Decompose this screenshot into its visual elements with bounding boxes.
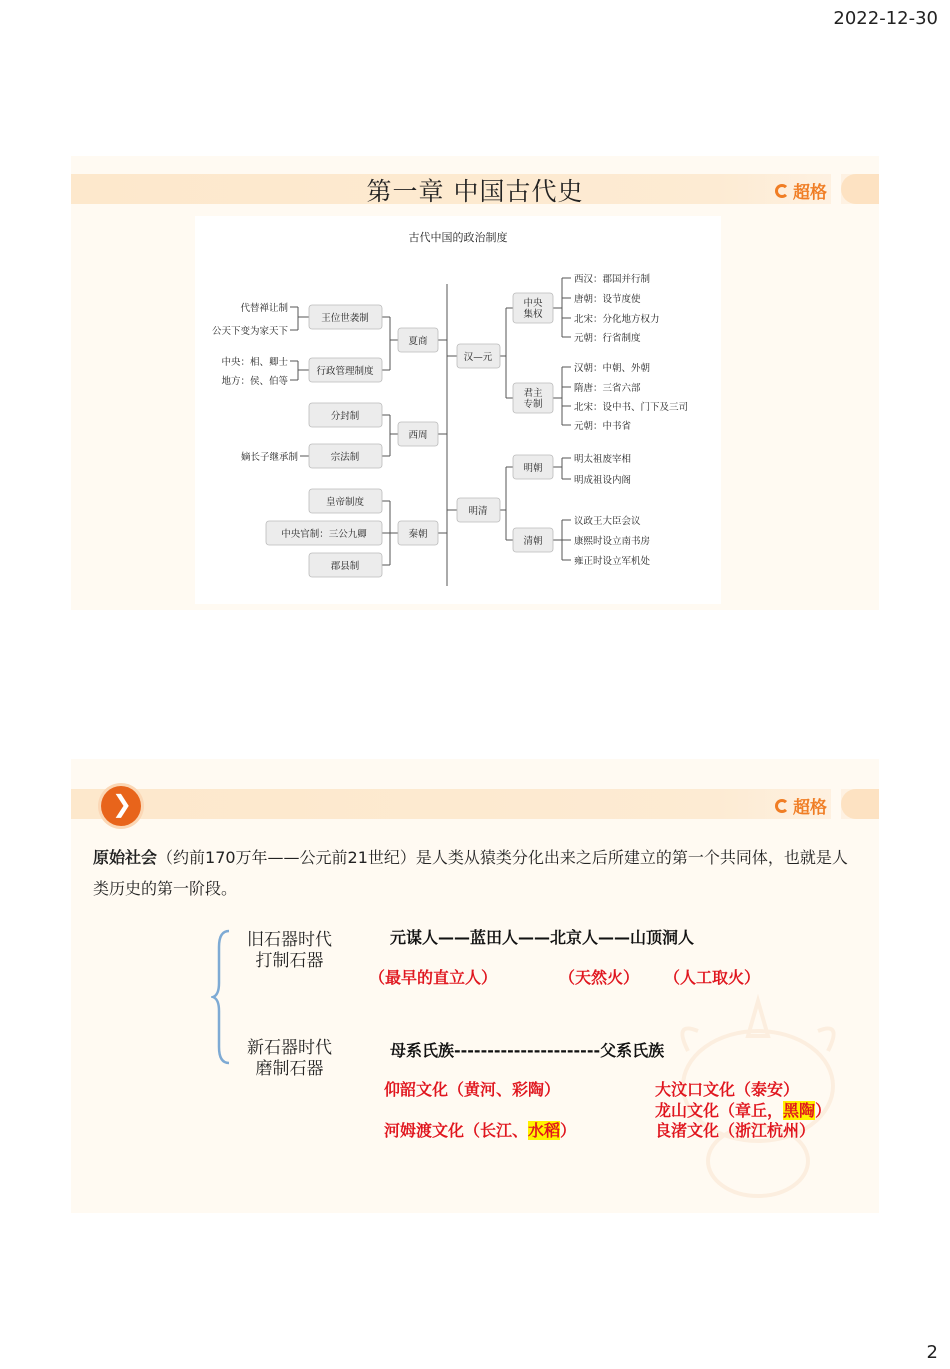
node-zongfa: 宗法制	[330, 452, 360, 463]
note-natural-fire: （天然火）	[559, 968, 640, 987]
chapter-title: 第一章 中国古代史	[366, 177, 584, 206]
slide-political-systems	[71, 156, 879, 610]
node-xingzheng: 行政管理制度	[316, 366, 374, 377]
node-junxian: 郡县制	[330, 561, 360, 572]
chevron-right-icon: ❯	[101, 786, 141, 826]
node-huangdi: 皇帝制度	[325, 497, 365, 508]
political-system-diagram	[195, 216, 721, 604]
note-artificial-fire: （人工取火）	[664, 968, 761, 987]
page-number: 2	[926, 1342, 938, 1363]
slide-primitive-society	[71, 759, 879, 1213]
curly-brace-icon	[211, 927, 233, 1067]
junzhu-item: 隋唐：三省六部	[574, 383, 641, 394]
qing-item: 雍正时设立军机处	[574, 556, 651, 567]
zhongyang-item: 元朝：行省制度	[574, 333, 641, 344]
zhongyang-item: 唐朝：设节度使	[574, 294, 641, 305]
print-date: 2022-12-30	[833, 8, 938, 29]
intro-term: 原始社会	[93, 848, 158, 867]
brand-logo-icon	[775, 799, 789, 813]
diagram-svg	[195, 216, 721, 604]
junzhu-item: 北宋：设中书、门下及三司	[574, 402, 689, 413]
neolithic-label: 新石器时代 磨制石器	[247, 1038, 332, 1079]
node-junzhuzhuanzhi-l2: 专制	[523, 399, 543, 410]
intro-paragraph	[93, 842, 863, 904]
longshan-culture: 龙山文化（章丘，黑陶）	[655, 1101, 832, 1120]
highlight-black-pottery: 黑陶	[783, 1101, 816, 1120]
intro-text: （约前170万年——公元前21世纪）是人类从猿类分化出来之后所建立的第一个共同体，也就是人类历史的第一阶段。	[93, 848, 848, 898]
node-ming: 明朝	[523, 463, 543, 474]
note-earliest-upright: （最早的直立人）	[369, 968, 498, 987]
node-zhongyangjiquan-l1: 中央	[523, 298, 543, 309]
diagram-title: 古代中国的政治制度	[408, 231, 508, 244]
brand-logo	[775, 793, 827, 818]
liangzhu-culture: 良渚文化（浙江杭州）	[655, 1121, 816, 1140]
detail-dizhangzi: 嫡长子继承制	[240, 452, 298, 463]
clan-sequence: 母系氏族----------------------父系氏族	[390, 1041, 665, 1060]
detail-jiatianxia: 公天下变为家天下	[211, 326, 288, 337]
yangshao-culture: 仰韶文化（黄河、彩陶）	[384, 1080, 561, 1099]
node-xiashang: 夏商	[408, 336, 428, 347]
section-banner	[71, 789, 879, 819]
detail-difang: 地方：侯、伯等	[221, 376, 288, 387]
qing-item: 康熙时设立南书房	[574, 536, 651, 547]
qing-item: 议政王大臣会议	[574, 516, 641, 527]
detail-shanrang: 代替禅让制	[240, 303, 288, 314]
node-fenfeng: 分封制	[330, 411, 360, 422]
junzhu-item: 汉朝：中朝、外朝	[574, 363, 651, 374]
detail-zhongyang: 中央：相、卿士	[221, 357, 288, 368]
hemudu-culture: 河姆渡文化（长江、水稻）	[384, 1121, 577, 1140]
dawenkou-culture: 大汶口文化（泰安）	[655, 1080, 800, 1099]
zhongyang-item: 西汉：郡国并行制	[574, 274, 651, 285]
ming-item: 明成祖设内阁	[574, 475, 632, 486]
paleolithic-sequence: 元谋人——蓝田人——北京人——山顶洞人	[390, 928, 695, 947]
node-hanyuan: 汉—元	[463, 352, 493, 363]
highlight-rice: 水稻	[528, 1121, 561, 1140]
node-xizhou: 西周	[408, 430, 428, 441]
node-wangwei: 王位世袭制	[321, 313, 369, 324]
junzhu-item: 元朝：中书省	[574, 421, 632, 432]
node-junzhuzhuanzhi-l1: 君主	[523, 388, 543, 399]
node-mingqing: 明清	[468, 506, 488, 517]
ming-item: 明太祖废宰相	[574, 454, 632, 465]
node-qin: 秦朝	[408, 529, 428, 540]
node-zhongyangjiquan-l2: 集权	[523, 309, 543, 320]
zhongyang-item: 北宋：分化地方权力	[574, 314, 660, 325]
node-sangong: 中央官制：三公九卿	[281, 529, 367, 540]
node-qing: 清朝	[523, 536, 543, 547]
brand-name: 超格	[793, 183, 827, 203]
paleolithic-label: 旧石器时代 打制石器	[247, 930, 332, 971]
brand-name: 超格	[793, 798, 827, 818]
